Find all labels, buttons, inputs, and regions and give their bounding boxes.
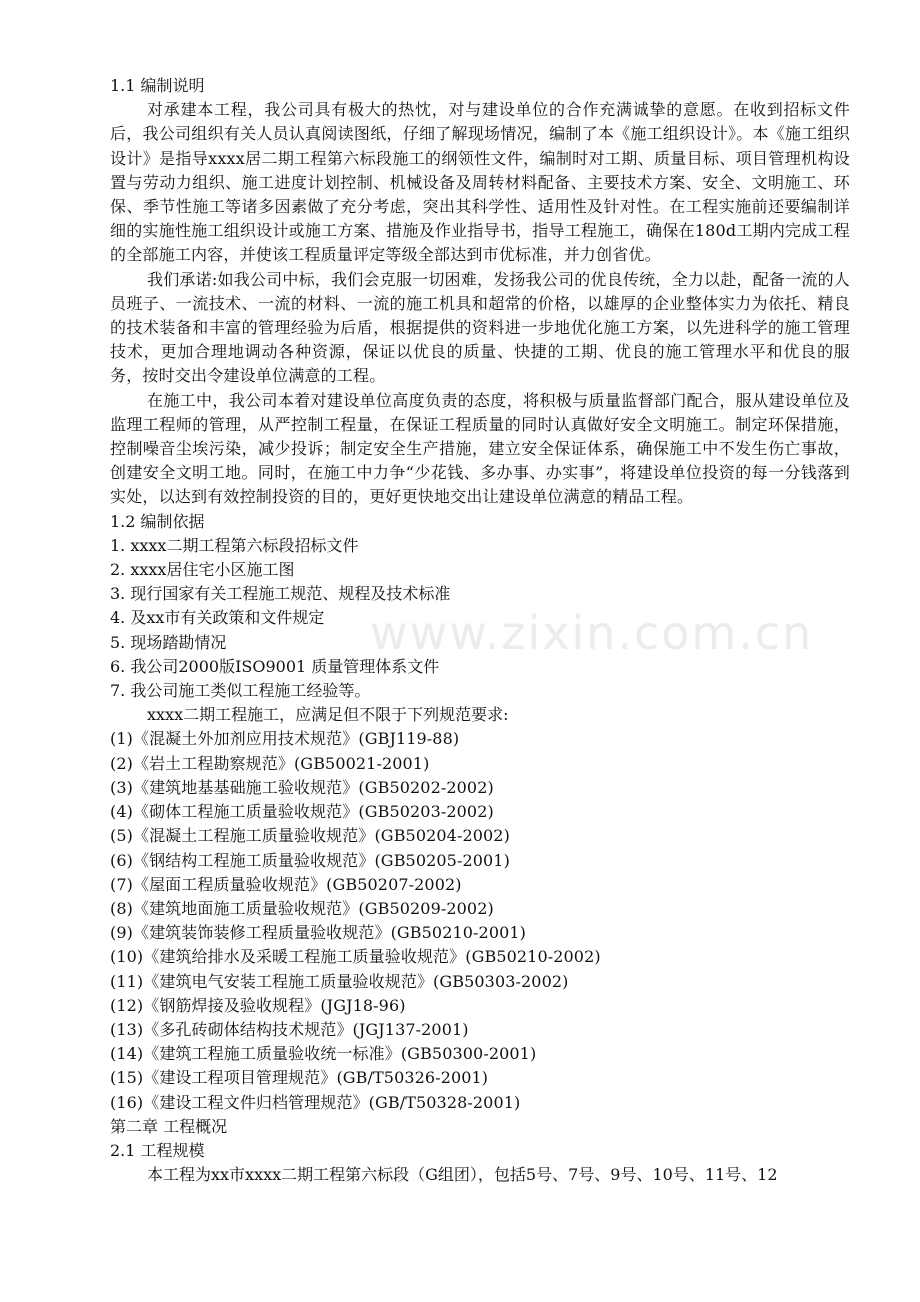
paragraph: 对承建本工程，我公司具有极大的热忱，对与建设单位的合作充满诚挚的意愿。在收到招标文件后，我公司组织有关人员认真阅读图纸，仔细了解现场情况，编制了本《施工组织设计》。本《施工组织设计》是指导xxxx居二期工程第六标段施工的纲领性文件，编制时对工期、质量目标、项目管理机构设置与劳动力组织、施工进度计划控制、机械设备及周转材料配备、主要技术方案、安全、文明施工、环保、季节性施工等诸多因素做了充分考虑，突出其科学性、适用性及针对性。在工程实施前还要编制详细的实施性施工组织设计或施工方案、措施及作业指导书，指导工程施工，确保在180d工期内完成工程的全部施工内容，并使该工程质量评定等级全部达到市优标准，并力创省优。 — [110, 100, 850, 265]
document-page — [110, 74, 850, 1187]
standard-item: (2)《岩土工程勘察规范》(GB50021-2001) — [110, 753, 430, 773]
standard-item: (10)《建筑给排水及采暖工程施工质量验收规范》(GB50210-2002) — [110, 947, 601, 967]
chapter-heading-2: 第二章 工程概况 — [110, 1116, 228, 1136]
list-item: 3. 现行国家有关工程施工规范、规程及技术标准 — [110, 584, 451, 604]
standard-item: (14)《建筑工程施工质量验收统一标准》(GB50300-2001) — [110, 1044, 537, 1064]
standard-item: (16)《建设工程文件归档管理规范》(GB/T50328-2001) — [110, 1092, 521, 1112]
standard-item: (11)《建筑电气安装工程施工质量验收规范》(GB50303-2002) — [110, 971, 569, 991]
list-item: 4. 及xx市有关政策和文件规定 — [110, 608, 325, 628]
standard-item: (7)《屋面工程质量验收规范》(GB50207-2002) — [110, 874, 462, 894]
standard-item: (9)《建筑装饰装修工程质量验收规范》(GB50210-2001) — [110, 923, 527, 943]
standard-item: (3)《建筑地基基础施工验收规范》(GB50202-2002) — [110, 777, 494, 797]
list-item: 7. 我公司施工类似工程施工经验等。 — [110, 681, 371, 701]
standard-item: (12)《钢筋焊接及验收规程》(JGJ18-96) — [110, 995, 406, 1015]
standard-item: (13)《多孔砖砌体结构技术规范》(JGJ137-2001) — [110, 1019, 469, 1039]
standards-intro: xxxx二期工程施工，应满足但不限于下列规范要求: — [147, 705, 509, 725]
list-item: 6. 我公司2000版ISO9001 质量管理体系文件 — [110, 656, 440, 676]
list-item: 2. xxxx居住宅小区施工图 — [110, 560, 295, 580]
section-heading-1-2: 1.2 编制依据 — [110, 511, 205, 531]
paragraph: 本工程为xx市xxxx二期工程第六标段（G组团），包括5号、7号、9号、10号、11号、12 — [147, 1165, 778, 1185]
list-item: 5. 现场踏勘情况 — [110, 632, 227, 652]
list-item: 1. xxxx二期工程第六标段招标文件 — [110, 535, 359, 555]
standard-item: (6)《钢结构工程施工质量验收规范》(GB50205-2001) — [110, 850, 510, 870]
paragraph: 在施工中，我公司本着对建设单位高度负责的态度，将积极与质量监督部门配合，服从建设单位及监理工程师的管理，从严控制工程量，在保证工程质量的同时认真做好安全文明施工。制定环保措施，控制噪音尘埃污染，减少投诉；制定安全生产措施，建立安全保证体系，确保施工中不发生伤亡事故，创建安全文明工地。同时，在施工中力争“少花钱、多办事、办实事”，将建设单位投资的每一分钱落到实处，以达到有效控制投资的目的，更好更快地交出让建设单位满意的精品工程。 — [110, 390, 850, 507]
standard-item: (15)《建设工程项目管理规范》(GB/T50326-2001) — [110, 1068, 489, 1088]
paragraph: 我们承诺:如我公司中标，我们会克服一切困难，发扬我公司的优良传统，全力以赴，配备一流的人员班子、一流技术、一流的材料、一流的施工机具和超常的价格，以雄厚的企业整体实力为依托、精良的技术装备和丰富的管理经验为后盾，根据提供的资料进一步地优化施工方案，以先进科学的施工管理技术，更加合理地调动各种资源，保证以优良的质量、快捷的工期、优良的施工管理水平和优良的服务，按时交出令建设单位满意的工程。 — [110, 269, 850, 386]
section-heading-1-1: 1.1 编制说明 — [110, 76, 205, 95]
section-heading-2-1: 2.1 工程规模 — [110, 1140, 205, 1160]
standard-item: (4)《砌体工程施工质量验收规范》(GB50203-2002) — [110, 802, 494, 822]
standard-item: (1)《混凝土外加剂应用技术规范》(GBJ119-88) — [110, 729, 460, 749]
watermark: www.zixin.com.cn — [370, 606, 814, 660]
standard-item: (8)《建筑地面施工质量验收规范》(GB50209-2002) — [110, 898, 494, 918]
standard-item: (5)《混凝土工程施工质量验收规范》(GB50204-2002) — [110, 826, 510, 846]
